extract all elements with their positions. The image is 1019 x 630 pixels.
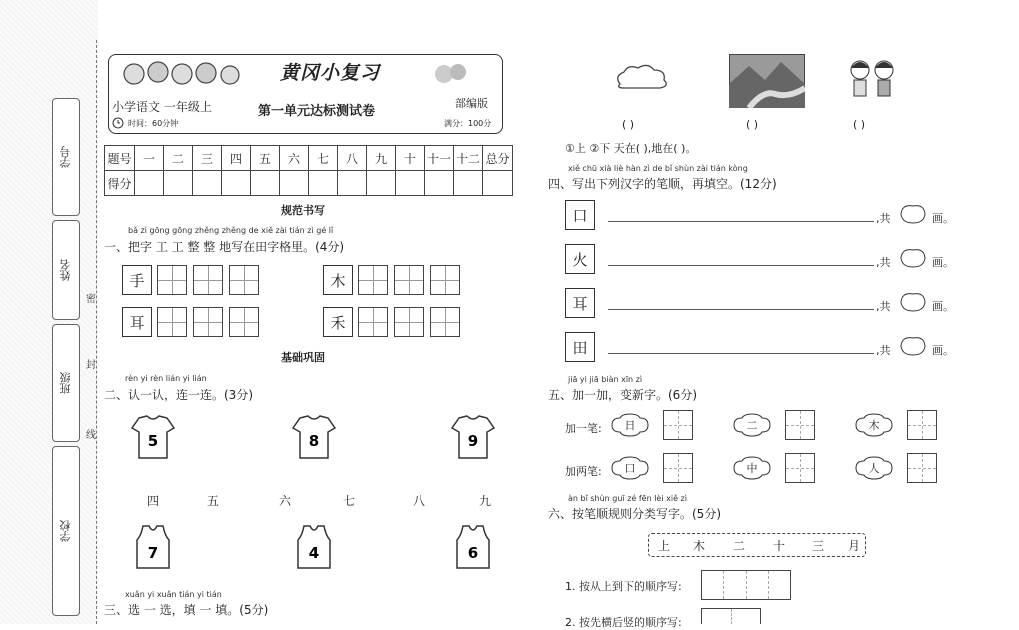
stroke-char: 田 — [565, 332, 595, 362]
jersey-number: 5 — [147, 432, 159, 450]
question-title: 四、写出下列汉字的笔顺，再填空。(12分) — [548, 177, 777, 191]
cloud-icon — [610, 64, 680, 96]
subject-grade: 小学语文 一年级上 — [112, 100, 212, 114]
bank-char: 十 — [773, 539, 786, 553]
table-header: 五 — [251, 146, 280, 171]
table-header: 二 — [164, 146, 193, 171]
children-illustration-icon — [120, 56, 248, 92]
model-char: 耳 — [122, 307, 152, 337]
table-header: 题号 — [105, 146, 135, 171]
strokes-label: 画。 — [932, 344, 954, 357]
number-word[interactable]: 五 — [207, 494, 220, 508]
stroke-char: 口 — [565, 200, 595, 230]
tank-top-icon[interactable] — [131, 524, 175, 570]
bank-char: 木 — [693, 539, 706, 553]
full-score: 满分：100分 — [444, 119, 492, 128]
pinyin: jiā yi jiā biàn xīn zì — [568, 375, 643, 384]
score-cell[interactable] — [222, 171, 251, 196]
tian-grid[interactable] — [430, 265, 460, 295]
question-title: 三、选 一 选，填 一 填。(5分) — [104, 603, 269, 617]
tank-top-icon[interactable] — [451, 524, 495, 570]
number-word[interactable]: 四 — [147, 494, 160, 508]
table-header: 七 — [309, 146, 338, 171]
jersey-number: 8 — [308, 432, 320, 450]
total-label: ,共 — [876, 300, 891, 313]
stroke-char: 耳 — [565, 288, 595, 318]
pinyin: xiě chū xià liè hàn zì de bǐ shùn zài tián kòng — [568, 164, 748, 173]
score-cell[interactable] — [396, 171, 425, 196]
total-label: ,共 — [876, 212, 891, 225]
brand-logo: 黄冈小复习 — [280, 62, 381, 84]
section-title: 基础巩固 — [281, 351, 325, 364]
answer-grid[interactable] — [907, 453, 937, 483]
table-header: 十一 — [425, 146, 454, 171]
score-table — [104, 145, 513, 196]
char-bank — [648, 533, 866, 557]
seal-char: 线 — [86, 430, 96, 441]
score-cell[interactable] — [280, 171, 309, 196]
time-limit: 时间：60分钟 — [128, 119, 179, 128]
table-header: 八 — [338, 146, 367, 171]
tank-top-icon[interactable] — [292, 524, 336, 570]
base-char: 日 — [624, 419, 636, 432]
question-title: 五、加一加，变新字。(6分) — [548, 388, 697, 402]
model-char: 木 — [323, 265, 353, 295]
base-char: 中 — [746, 462, 758, 475]
question-title: 一、把字 工 工 整 整 地写在田字格里。(4分) — [104, 240, 345, 254]
number-word[interactable]: 八 — [413, 494, 426, 508]
answer-blank[interactable]: ( ) — [622, 118, 635, 131]
jersey-number: 7 — [147, 544, 159, 562]
student-number-field[interactable]: 学号 — [52, 98, 80, 216]
binding-sidebar — [0, 0, 98, 624]
table-header: 九 — [367, 146, 396, 171]
pinyin: àn bǐ shùn guī zé fēn lèi xiě zì — [568, 494, 687, 503]
table-header: 三 — [193, 146, 222, 171]
answer-blank[interactable]: ( ) — [746, 118, 759, 131]
row-label: 加两笔: — [565, 465, 602, 478]
table-row-label: 得分 — [105, 171, 135, 196]
question-title: 二、认一认，连一连。(3分) — [104, 388, 253, 402]
seal-char: 密 — [86, 294, 96, 305]
table-header: 四 — [222, 146, 251, 171]
tian-grid[interactable] — [193, 307, 223, 337]
strokes-label: 画。 — [932, 300, 954, 313]
seal-char: 封 — [86, 360, 96, 371]
jersey-icon[interactable] — [131, 414, 175, 460]
tian-grid[interactable] — [157, 307, 187, 337]
score-cell[interactable] — [251, 171, 280, 196]
score-cell[interactable] — [193, 171, 222, 196]
name-field[interactable]: 姓名 — [52, 220, 80, 320]
tian-grid[interactable] — [358, 307, 388, 337]
stroke-order-line[interactable] — [608, 221, 874, 222]
number-word[interactable]: 六 — [279, 494, 292, 508]
score-cell[interactable] — [164, 171, 193, 196]
peach-blank-icon[interactable] — [898, 334, 928, 356]
exam-title: 第一单元达标测试卷 — [258, 104, 376, 119]
score-cell[interactable] — [309, 171, 338, 196]
base-char: 二 — [746, 419, 758, 432]
bank-char: 二 — [733, 539, 746, 553]
answer-grid[interactable] — [907, 410, 937, 440]
answer-grid[interactable] — [785, 410, 815, 440]
bank-char: 三 — [812, 539, 825, 553]
total-label: ,共 — [876, 344, 891, 357]
peach-blank-icon[interactable] — [898, 202, 928, 224]
answer-box[interactable] — [701, 608, 761, 624]
tian-grid[interactable] — [157, 265, 187, 295]
pinyin: rèn yi rèn lián yi lián — [125, 374, 207, 383]
answer-grid[interactable] — [663, 453, 693, 483]
score-cell[interactable] — [425, 171, 454, 196]
tian-grid[interactable] — [229, 307, 259, 337]
stroke-order-line[interactable] — [608, 353, 874, 354]
score-cell[interactable] — [454, 171, 483, 196]
model-char: 手 — [122, 265, 152, 295]
tian-grid[interactable] — [193, 265, 223, 295]
table-header: 十二 — [454, 146, 483, 171]
jersey-icon[interactable] — [292, 414, 336, 460]
pinyin: bǎ zì gōng gōng zhěng zhěng de xiě zài tián zì gé lǐ — [128, 226, 334, 235]
base-char: 口 — [624, 462, 636, 475]
jersey-icon[interactable] — [451, 414, 495, 460]
stroke-char: 火 — [565, 244, 595, 274]
pinyin: xuǎn yi xuǎn tián yi tián — [125, 590, 222, 599]
number-word[interactable]: 七 — [343, 494, 356, 508]
number-word[interactable]: 九 — [479, 494, 492, 508]
answer-blank[interactable]: ( ) — [853, 118, 866, 131]
bank-char: 上 — [658, 539, 671, 553]
table-header: 十 — [396, 146, 425, 171]
jersey-number: 4 — [308, 544, 320, 562]
score-cell[interactable] — [367, 171, 396, 196]
question-title: 六、按笔顺规则分类写字。(5分) — [548, 507, 721, 521]
answer-grid[interactable] — [663, 410, 693, 440]
answer-grid[interactable] — [785, 453, 815, 483]
peach-blank-icon[interactable] — [898, 246, 928, 268]
jersey-number: 6 — [467, 544, 479, 562]
sort-item: 1. 按从上到下的顺序写: — [565, 580, 682, 593]
strokes-label: 画。 — [932, 256, 954, 269]
landscape-picture — [729, 54, 805, 108]
model-char: 禾 — [323, 307, 353, 337]
score-cell[interactable] — [483, 171, 513, 196]
table-header: 六 — [280, 146, 309, 171]
peach-blank-icon[interactable] — [898, 290, 928, 312]
row-label: 加一笔: — [565, 422, 602, 435]
base-char: 人 — [868, 462, 880, 475]
edition-label: 部编版 — [455, 97, 488, 110]
bank-char: 月 — [848, 539, 861, 553]
tian-grid[interactable] — [229, 265, 259, 295]
sort-item: 2. 按先横后竖的顺序写: — [565, 616, 682, 629]
jersey-number: 9 — [467, 432, 479, 450]
balloon-icon — [430, 62, 474, 90]
strokes-label: 画。 — [932, 212, 954, 225]
clock-icon — [112, 117, 124, 129]
stroke-order-line[interactable] — [608, 265, 874, 266]
tian-grid[interactable] — [430, 307, 460, 337]
section-title: 规范书写 — [281, 204, 325, 217]
two-kids-icon — [846, 56, 898, 110]
total-label: ,共 — [876, 256, 891, 269]
school-field[interactable]: 学校 — [52, 446, 80, 616]
tian-grid[interactable] — [394, 307, 424, 337]
answer-box[interactable] — [701, 570, 791, 600]
tian-grid[interactable] — [358, 265, 388, 295]
table-header: 一 — [135, 146, 164, 171]
score-cell[interactable] — [338, 171, 367, 196]
class-field[interactable]: 班级 — [52, 324, 80, 442]
score-cell[interactable] — [135, 171, 164, 196]
fill-sentence[interactable]: ①上 ②下 天在( ),地在( )。 — [565, 142, 697, 155]
table-header: 总分 — [483, 146, 513, 171]
base-char: 木 — [868, 419, 880, 432]
stroke-order-line[interactable] — [608, 309, 874, 310]
tian-grid[interactable] — [394, 265, 424, 295]
